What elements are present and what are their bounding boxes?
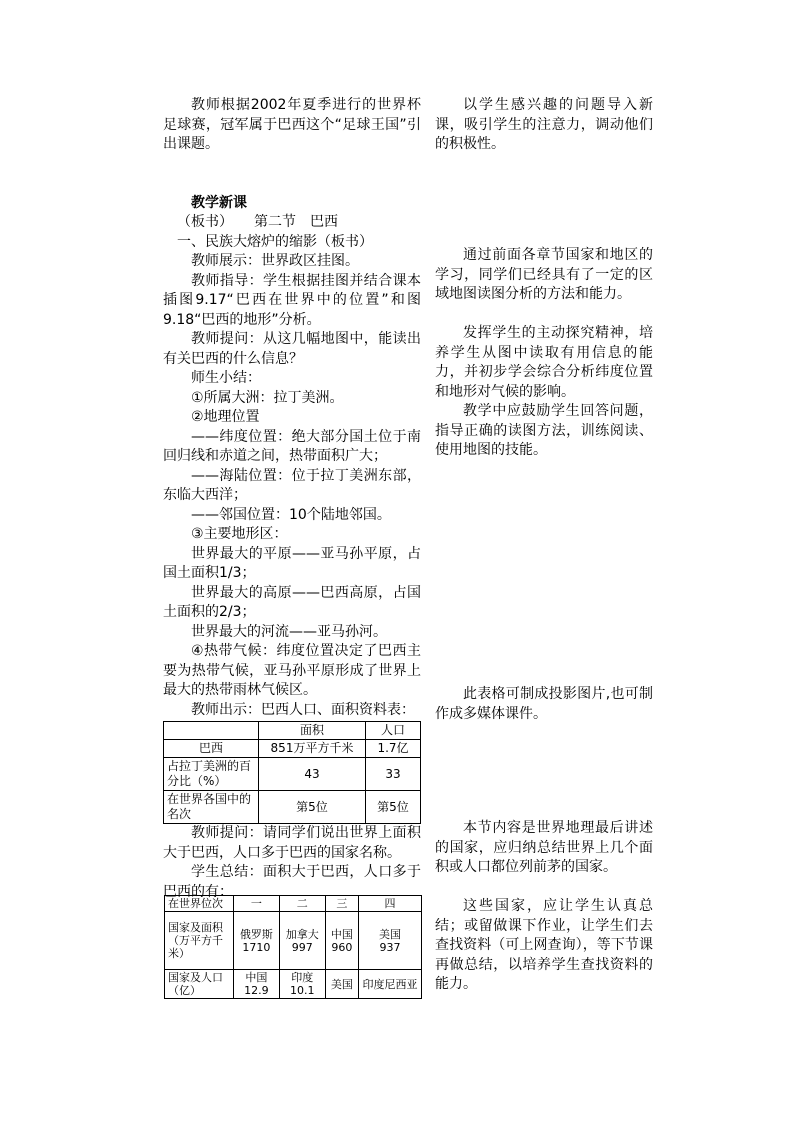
table-header-cell: 四 bbox=[359, 896, 422, 912]
table-row bbox=[164, 740, 421, 758]
table-row bbox=[165, 970, 422, 999]
country-name: 俄罗斯 bbox=[239, 927, 273, 941]
table-cell: 33 bbox=[366, 758, 421, 791]
board-title: （板书） 第二节 巴西 bbox=[177, 214, 338, 230]
student-summary: 学生总结：面积大于巴西，人口多于巴西的有： bbox=[163, 864, 421, 900]
table-header-cell bbox=[164, 722, 259, 740]
table-row bbox=[164, 791, 421, 824]
teacher-guide: 教师指导：学生根据挂图并结合课本插图9.17“巴西在世界中的位置”和图9.18“巴西的地形”分析。 bbox=[163, 272, 421, 328]
design-note-3: 发挥学生的主动探究精神，培养学生从图中读取有用信息的能力，并初步学会综合分析纬度位置和地形对气候的影响。 bbox=[435, 325, 653, 400]
table-cell bbox=[359, 912, 422, 970]
intro-paragraph: 教师根据2002年夏季进行的世界杯足球赛，冠军属于巴西这个“足球王国”引出课题。 bbox=[163, 97, 421, 152]
country-name: 印度 bbox=[291, 971, 314, 984]
table-cell: 在世界各国中的名次 bbox=[164, 791, 259, 824]
climate-item: ④热带气候：纬度位置决定了巴西主要为热带气候，亚马孙平原形成了世界上最大的热带雨林气候区。 bbox=[163, 643, 421, 698]
table-header-cell: 三 bbox=[325, 896, 358, 912]
table-cell: 43 bbox=[259, 758, 366, 791]
table-cell bbox=[234, 970, 280, 999]
table-row bbox=[165, 896, 422, 912]
country-name: 美国 bbox=[330, 977, 353, 991]
table-cell: 第5位 bbox=[259, 791, 366, 824]
country-value: 10.1 bbox=[290, 984, 315, 997]
subsection-title: 一、民族大熔炉的缩影（板书） bbox=[177, 233, 373, 250]
plain-item: 世界最大的平原——亚马孙平原，占国土面积1/3； bbox=[163, 545, 421, 581]
continent-item: ①所属大洲：拉丁美洲。 bbox=[191, 389, 344, 406]
table-row bbox=[164, 722, 421, 740]
brazil-data-table bbox=[163, 721, 421, 824]
location-item: ②地理位置 bbox=[191, 409, 260, 425]
table-cell: 占拉丁美洲的百分比（%） bbox=[164, 758, 259, 791]
table-row bbox=[164, 758, 421, 791]
lesson-column bbox=[163, 96, 421, 902]
terrain-item: ③主要地形区： bbox=[191, 526, 288, 542]
country-value: 12.9 bbox=[244, 984, 269, 997]
table-cell: 国家及面积（万平方千米） bbox=[165, 912, 234, 970]
country-value: 937 bbox=[379, 940, 401, 954]
country-name: 印度尼西亚 bbox=[362, 977, 418, 991]
design-note-7: 这些国家，应让学生认真总结；或留做课下作业，让学生们去查找资料（可上网查询），等下节课再做总结，以培养学生查找资料的能力。 bbox=[435, 898, 653, 992]
country-name: 美国 bbox=[379, 927, 401, 941]
country-value: 1710 bbox=[242, 940, 271, 954]
table-cell bbox=[279, 970, 325, 999]
table-cell bbox=[325, 970, 358, 999]
design-note-6: 本节内容是世界地理最后讲述的国家，应归纳总结世界上几个面积或人口都位列前茅的国家。 bbox=[435, 820, 653, 875]
table-cell bbox=[279, 912, 325, 970]
river-item: 世界最大的河流——亚马孙河。 bbox=[191, 623, 387, 640]
design-note-1: 以学生感兴趣的问题导入新课，吸引学生的注意力，调动他们的积极性。 bbox=[435, 97, 653, 152]
table-cell bbox=[359, 970, 422, 999]
table-header-cell: 二 bbox=[279, 896, 325, 912]
design-note-5: 此表格可制成投影图片,也可制作成多媒体课件。 bbox=[435, 686, 653, 722]
table-cell bbox=[234, 912, 280, 970]
table-row bbox=[165, 912, 422, 970]
country-name: 加拿大 bbox=[285, 927, 319, 941]
table-cell: 851万平方千米 bbox=[259, 740, 366, 758]
teacher-ask-1: 教师提问：从这几幅地图中，能读出有关巴西的什么信息？ bbox=[163, 331, 421, 367]
table-cell: 1.7亿 bbox=[366, 740, 421, 758]
table-header-cell: 人口 bbox=[366, 722, 421, 740]
ranking-table bbox=[164, 895, 422, 999]
country-name: 中国 bbox=[245, 971, 268, 984]
latitude-item: ——纬度位置：绝大部分国土位于南回归线和赤道之间，热带面积广大； bbox=[163, 428, 421, 464]
section-heading: 教学新课 bbox=[191, 194, 247, 211]
plateau-item: 世界最大的高原——巴西高原，占国土面积的2/3； bbox=[163, 584, 421, 620]
sea-land-item: ——海陆位置：位于拉丁美洲东部，东临大西洋； bbox=[163, 467, 421, 503]
table-cell bbox=[325, 912, 358, 970]
design-note-4: 教学中应鼓励学生回答问题，指导正确的读图方法，训练阅读、使用地图的技能。 bbox=[435, 403, 653, 458]
table-cell: 巴西 bbox=[164, 740, 259, 758]
table-cell: 第5位 bbox=[366, 791, 421, 824]
table-header-cell: 面积 bbox=[259, 722, 366, 740]
country-value: 960 bbox=[331, 940, 353, 954]
country-value: 997 bbox=[291, 940, 313, 954]
table-intro: 教师出示：巴西人口、面积资料表： bbox=[191, 701, 415, 718]
table-cell: 国家及人口（亿） bbox=[165, 970, 234, 999]
teacher-ask-2: 教师提问：请同学们说出世界上面积大于巴西，人口多于巴西的国家名称。 bbox=[163, 825, 421, 861]
teacher-show: 教师展示：世界政区挂图。 bbox=[191, 253, 359, 269]
neighbors-item: ——邻国位置：10个陆地邻国。 bbox=[191, 506, 391, 523]
summary-label: 师生小结： bbox=[191, 370, 261, 386]
table-header-cell: 在世界位次 bbox=[165, 896, 234, 912]
table-header-cell: 一 bbox=[234, 896, 280, 912]
country-name: 中国 bbox=[330, 927, 353, 941]
design-note-2: 通过前面各章节国家和地区的学习，同学们已经具有了一定的区域地图读图分析的方法和能力。 bbox=[435, 247, 653, 302]
